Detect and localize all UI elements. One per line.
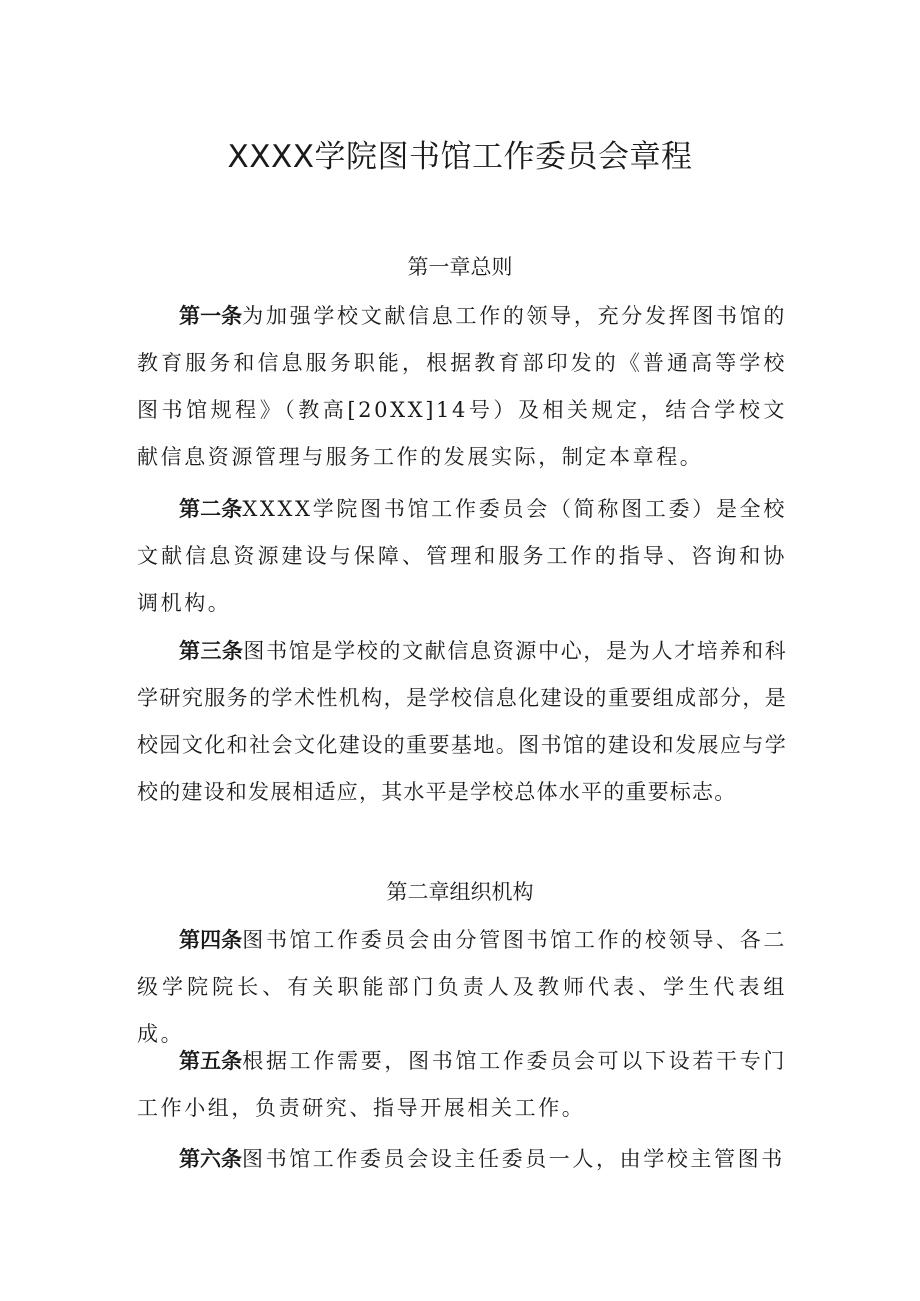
article-label: 第二条 xyxy=(179,497,243,521)
article-5 xyxy=(137,1038,787,1132)
article-label: 第三条 xyxy=(179,639,244,663)
chapter-heading-1: 第一章总则 xyxy=(407,255,513,279)
article-3 xyxy=(137,628,787,816)
chapter-heading-2: 第二章组织机构 xyxy=(386,880,534,904)
article-label: 第六条 xyxy=(179,1147,242,1171)
article-text: 图书馆是学校的文献信息资源中心，是为人才培养和科学研究服务的学术性机构，是学校信息化建设的重要组成部分，是校园文化和社会文化建设的重要基地。图书馆的建设和发展应与学校的建设和发展相适应，其水平是学校总体水平的重要标志。 xyxy=(137,639,787,804)
article-1 xyxy=(137,293,787,481)
article-text: 图书馆工作委员会由分管图书馆工作的校领导、各二级学院院长、有关职能部门负责人及教师代表、学生代表组成。 xyxy=(137,928,787,1046)
article-6 xyxy=(137,1136,787,1183)
article-label: 第一条 xyxy=(179,304,243,328)
document-title: XXXX学院图书馆工作委员会章程 xyxy=(227,139,693,175)
article-label: 第五条 xyxy=(179,1049,243,1073)
article-text: 为加强学校文献信息工作的领导，充分发挥图书馆的教育服务和信息服务职能，根据教育部印发的《普通高等学校图书馆规程》（教高[20XX]14号）及相关规定，结合学校文献信息资源管理与服务工作的发展实际，制定本章程。 xyxy=(137,304,787,469)
article-text: 图书馆工作委员会设主任委员一人，由学校主管图书 xyxy=(242,1147,785,1171)
article-4 xyxy=(137,917,787,1058)
article-label: 第四条 xyxy=(179,928,243,952)
article-text: XXXX学院图书馆工作委员会（简称图工委）是全校文献信息资源建设与保障、管理和服务工作的指导、咨询和协调机构。 xyxy=(137,497,788,615)
article-text: 根据工作需要，图书馆工作委员会可以下设若干专门工作小组，负责研究、指导开展相关工作。 xyxy=(137,1049,787,1120)
article-2 xyxy=(137,486,787,627)
